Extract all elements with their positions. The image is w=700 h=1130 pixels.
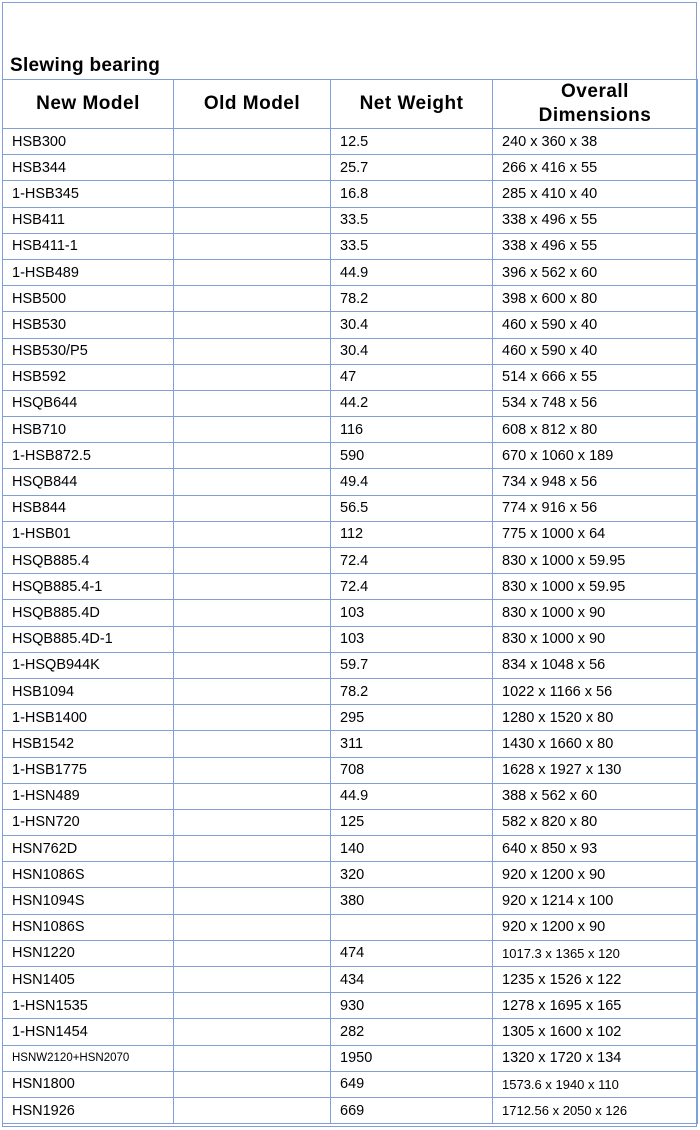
net-weight-cell	[331, 914, 493, 940]
new-model-cell: HSB500	[3, 286, 174, 312]
net-weight-cell: 116	[331, 417, 493, 443]
dimensions-cell: 1280 x 1520 x 80	[493, 705, 698, 731]
table-row	[3, 1045, 698, 1071]
new-model-cell: HSQB644	[3, 390, 174, 416]
new-model-cell: HSB1094	[3, 678, 174, 704]
dimensions-cell: 388 x 562 x 60	[493, 783, 698, 809]
table-row	[3, 1097, 698, 1123]
table-row	[3, 993, 698, 1019]
net-weight-cell: 474	[331, 940, 493, 966]
old-model-cell	[174, 783, 331, 809]
new-model-cell: HSN1086S	[3, 862, 174, 888]
old-model-cell	[174, 207, 331, 233]
old-model-cell	[174, 548, 331, 574]
net-weight-cell: 140	[331, 836, 493, 862]
table-row	[3, 443, 698, 469]
old-model-cell	[174, 836, 331, 862]
dimensions-cell: 1022 x 1166 x 56	[493, 678, 698, 704]
dimensions-cell: 514 x 666 x 55	[493, 364, 698, 390]
table-row	[3, 469, 698, 495]
old-model-cell	[174, 809, 331, 835]
new-model-cell: 1-HSB345	[3, 181, 174, 207]
net-weight-cell: 282	[331, 1019, 493, 1045]
dimensions-cell: 1305 x 1600 x 102	[493, 1019, 698, 1045]
net-weight-cell: 295	[331, 705, 493, 731]
dimensions-cell: 1628 x 1927 x 130	[493, 757, 698, 783]
dimensions-cell: 1712.56 x 2050 x 126	[493, 1097, 698, 1123]
new-model-cell: HSB1542	[3, 731, 174, 757]
net-weight-cell: 33.5	[331, 207, 493, 233]
new-model-cell: 1-HSB01	[3, 521, 174, 547]
net-weight-cell: 590	[331, 443, 493, 469]
net-weight-cell: 103	[331, 600, 493, 626]
header-row	[3, 80, 698, 129]
table-row	[3, 783, 698, 809]
dimensions-cell: 396 x 562 x 60	[493, 259, 698, 285]
old-model-cell	[174, 652, 331, 678]
old-model-cell	[174, 626, 331, 652]
new-model-cell: HSN762D	[3, 836, 174, 862]
net-weight-cell: 30.4	[331, 338, 493, 364]
table-row	[3, 757, 698, 783]
new-model-cell: 1-HSB1400	[3, 705, 174, 731]
old-model-cell	[174, 678, 331, 704]
table-row	[3, 862, 698, 888]
table-row	[3, 731, 698, 757]
new-model-cell: HSB411-1	[3, 233, 174, 259]
header-new-model: New Model	[3, 80, 174, 129]
dimensions-cell: 920 x 1200 x 90	[493, 862, 698, 888]
new-model-cell: HSB530/P5	[3, 338, 174, 364]
old-model-cell	[174, 600, 331, 626]
dimensions-cell: 1430 x 1660 x 80	[493, 731, 698, 757]
net-weight-cell: 708	[331, 757, 493, 783]
net-weight-cell: 72.4	[331, 574, 493, 600]
new-model-cell: HSN1086S	[3, 914, 174, 940]
new-model-cell: 1-HSQB944K	[3, 652, 174, 678]
table-row	[3, 678, 698, 704]
dimensions-cell: 285 x 410 x 40	[493, 181, 698, 207]
old-model-cell	[174, 129, 331, 155]
old-model-cell	[174, 390, 331, 416]
net-weight-cell: 320	[331, 862, 493, 888]
net-weight-cell: 47	[331, 364, 493, 390]
table-row	[3, 548, 698, 574]
old-model-cell	[174, 469, 331, 495]
dimensions-cell: 1278 x 1695 x 165	[493, 993, 698, 1019]
table-row	[3, 495, 698, 521]
old-model-cell	[174, 364, 331, 390]
net-weight-cell: 49.4	[331, 469, 493, 495]
net-weight-cell: 72.4	[331, 548, 493, 574]
new-model-cell: HSB710	[3, 417, 174, 443]
new-model-cell: HSQB844	[3, 469, 174, 495]
dimensions-cell: 240 x 360 x 38	[493, 129, 698, 155]
table-row	[3, 338, 698, 364]
dimensions-cell: 920 x 1214 x 100	[493, 888, 698, 914]
net-weight-cell: 380	[331, 888, 493, 914]
table-row	[3, 600, 698, 626]
net-weight-cell: 44.2	[331, 390, 493, 416]
new-model-cell: HSQB885.4	[3, 548, 174, 574]
old-model-cell	[174, 495, 331, 521]
table-row	[3, 809, 698, 835]
table-row	[3, 705, 698, 731]
new-model-cell: HSQB885.4-1	[3, 574, 174, 600]
dimensions-cell: 1017.3 x 1365 x 120	[493, 940, 698, 966]
new-model-cell: HSB844	[3, 495, 174, 521]
dimensions-cell: 775 x 1000 x 64	[493, 521, 698, 547]
net-weight-cell: 112	[331, 521, 493, 547]
old-model-cell	[174, 1097, 331, 1123]
old-model-cell	[174, 940, 331, 966]
new-model-cell: HSB344	[3, 155, 174, 181]
dimensions-cell: 460 x 590 x 40	[493, 338, 698, 364]
net-weight-cell: 103	[331, 626, 493, 652]
net-weight-cell: 649	[331, 1071, 493, 1097]
dimensions-cell: 830 x 1000 x 90	[493, 626, 698, 652]
old-model-cell	[174, 259, 331, 285]
table-row	[3, 1019, 698, 1045]
new-model-cell: HSB411	[3, 207, 174, 233]
table-row	[3, 652, 698, 678]
net-weight-cell: 78.2	[331, 678, 493, 704]
old-model-cell	[174, 155, 331, 181]
net-weight-cell: 33.5	[331, 233, 493, 259]
dimensions-cell: 920 x 1200 x 90	[493, 914, 698, 940]
table-row	[3, 390, 698, 416]
old-model-cell	[174, 993, 331, 1019]
table-row	[3, 181, 698, 207]
old-model-cell	[174, 1019, 331, 1045]
header-overall-dimensions: Overall Dimensions	[493, 80, 698, 129]
new-model-cell: HSN1094S	[3, 888, 174, 914]
old-model-cell	[174, 888, 331, 914]
new-model-cell: 1-HSN1454	[3, 1019, 174, 1045]
new-model-cell: HSQB885.4D-1	[3, 626, 174, 652]
dimensions-cell: 460 x 590 x 40	[493, 312, 698, 338]
old-model-cell	[174, 233, 331, 259]
header-old-model: Old Model	[174, 80, 331, 129]
table-row	[3, 940, 698, 966]
new-model-cell: HSN1926	[3, 1097, 174, 1123]
net-weight-cell: 30.4	[331, 312, 493, 338]
dimensions-cell: 640 x 850 x 93	[493, 836, 698, 862]
old-model-cell	[174, 181, 331, 207]
net-weight-cell: 25.7	[331, 155, 493, 181]
dimensions-cell: 266 x 416 x 55	[493, 155, 698, 181]
new-model-cell: HSNW2120+HSN2070	[3, 1045, 174, 1071]
old-model-cell	[174, 705, 331, 731]
net-weight-cell: 669	[331, 1097, 493, 1123]
dimensions-cell: 338 x 496 x 55	[493, 207, 698, 233]
new-model-cell: HSB530	[3, 312, 174, 338]
table-row	[3, 888, 698, 914]
dimensions-cell: 608 x 812 x 80	[493, 417, 698, 443]
dimensions-cell: 1573.6 x 1940 x 110	[493, 1071, 698, 1097]
dimensions-cell: 834 x 1048 x 56	[493, 652, 698, 678]
dimensions-cell: 1320 x 1720 x 134	[493, 1045, 698, 1071]
net-weight-cell: 434	[331, 967, 493, 993]
dimensions-cell: 582 x 820 x 80	[493, 809, 698, 835]
dimensions-cell: 534 x 748 x 56	[493, 390, 698, 416]
table-row	[3, 574, 698, 600]
table-caption: Slewing bearing	[10, 55, 161, 76]
new-model-cell: HSQB885.4D	[3, 600, 174, 626]
new-model-cell: HSB300	[3, 129, 174, 155]
table-row	[3, 836, 698, 862]
net-weight-cell: 16.8	[331, 181, 493, 207]
new-model-cell: HSN1405	[3, 967, 174, 993]
old-model-cell	[174, 731, 331, 757]
net-weight-cell: 12.5	[331, 129, 493, 155]
old-model-cell	[174, 862, 331, 888]
table-row	[3, 259, 698, 285]
old-model-cell	[174, 286, 331, 312]
dimensions-cell: 774 x 916 x 56	[493, 495, 698, 521]
old-model-cell	[174, 312, 331, 338]
dimensions-cell: 670 x 1060 x 189	[493, 443, 698, 469]
old-model-cell	[174, 1045, 331, 1071]
table-row	[3, 129, 698, 155]
header-net-weight: Net Weight	[331, 80, 493, 129]
net-weight-cell: 311	[331, 731, 493, 757]
dimensions-cell: 338 x 496 x 55	[493, 233, 698, 259]
dimensions-cell: 398 x 600 x 80	[493, 286, 698, 312]
net-weight-cell: 44.9	[331, 259, 493, 285]
new-model-cell: HSB592	[3, 364, 174, 390]
net-weight-cell: 1950	[331, 1045, 493, 1071]
new-model-cell: 1-HSN720	[3, 809, 174, 835]
new-model-cell: 1-HSN489	[3, 783, 174, 809]
new-model-cell: 1-HSB872.5	[3, 443, 174, 469]
net-weight-cell: 44.9	[331, 783, 493, 809]
table-row	[3, 914, 698, 940]
new-model-cell: HSN1800	[3, 1071, 174, 1097]
table-row	[3, 521, 698, 547]
table-row	[3, 155, 698, 181]
old-model-cell	[174, 914, 331, 940]
old-model-cell	[174, 521, 331, 547]
table-row	[3, 626, 698, 652]
old-model-cell	[174, 757, 331, 783]
new-model-cell: 1-HSB1775	[3, 757, 174, 783]
table-row	[3, 286, 698, 312]
old-model-cell	[174, 443, 331, 469]
old-model-cell	[174, 967, 331, 993]
net-weight-cell: 59.7	[331, 652, 493, 678]
dimensions-cell: 830 x 1000 x 90	[493, 600, 698, 626]
net-weight-cell: 125	[331, 809, 493, 835]
table-row	[3, 207, 698, 233]
table-row	[3, 233, 698, 259]
net-weight-cell: 78.2	[331, 286, 493, 312]
new-model-cell: HSN1220	[3, 940, 174, 966]
dimensions-cell: 830 x 1000 x 59.95	[493, 548, 698, 574]
table-row	[3, 1071, 698, 1097]
table-row	[3, 967, 698, 993]
table-row	[3, 364, 698, 390]
table-row	[3, 417, 698, 443]
old-model-cell	[174, 574, 331, 600]
new-model-cell: 1-HSN1535	[3, 993, 174, 1019]
dimensions-cell: 1235 x 1526 x 122	[493, 967, 698, 993]
net-weight-cell: 56.5	[331, 495, 493, 521]
old-model-cell	[174, 1071, 331, 1097]
old-model-cell	[174, 417, 331, 443]
table-row	[3, 312, 698, 338]
dimensions-cell: 734 x 948 x 56	[493, 469, 698, 495]
slewing-bearing-table	[2, 79, 698, 1124]
dimensions-cell: 830 x 1000 x 59.95	[493, 574, 698, 600]
old-model-cell	[174, 338, 331, 364]
net-weight-cell: 930	[331, 993, 493, 1019]
new-model-cell: 1-HSB489	[3, 259, 174, 285]
